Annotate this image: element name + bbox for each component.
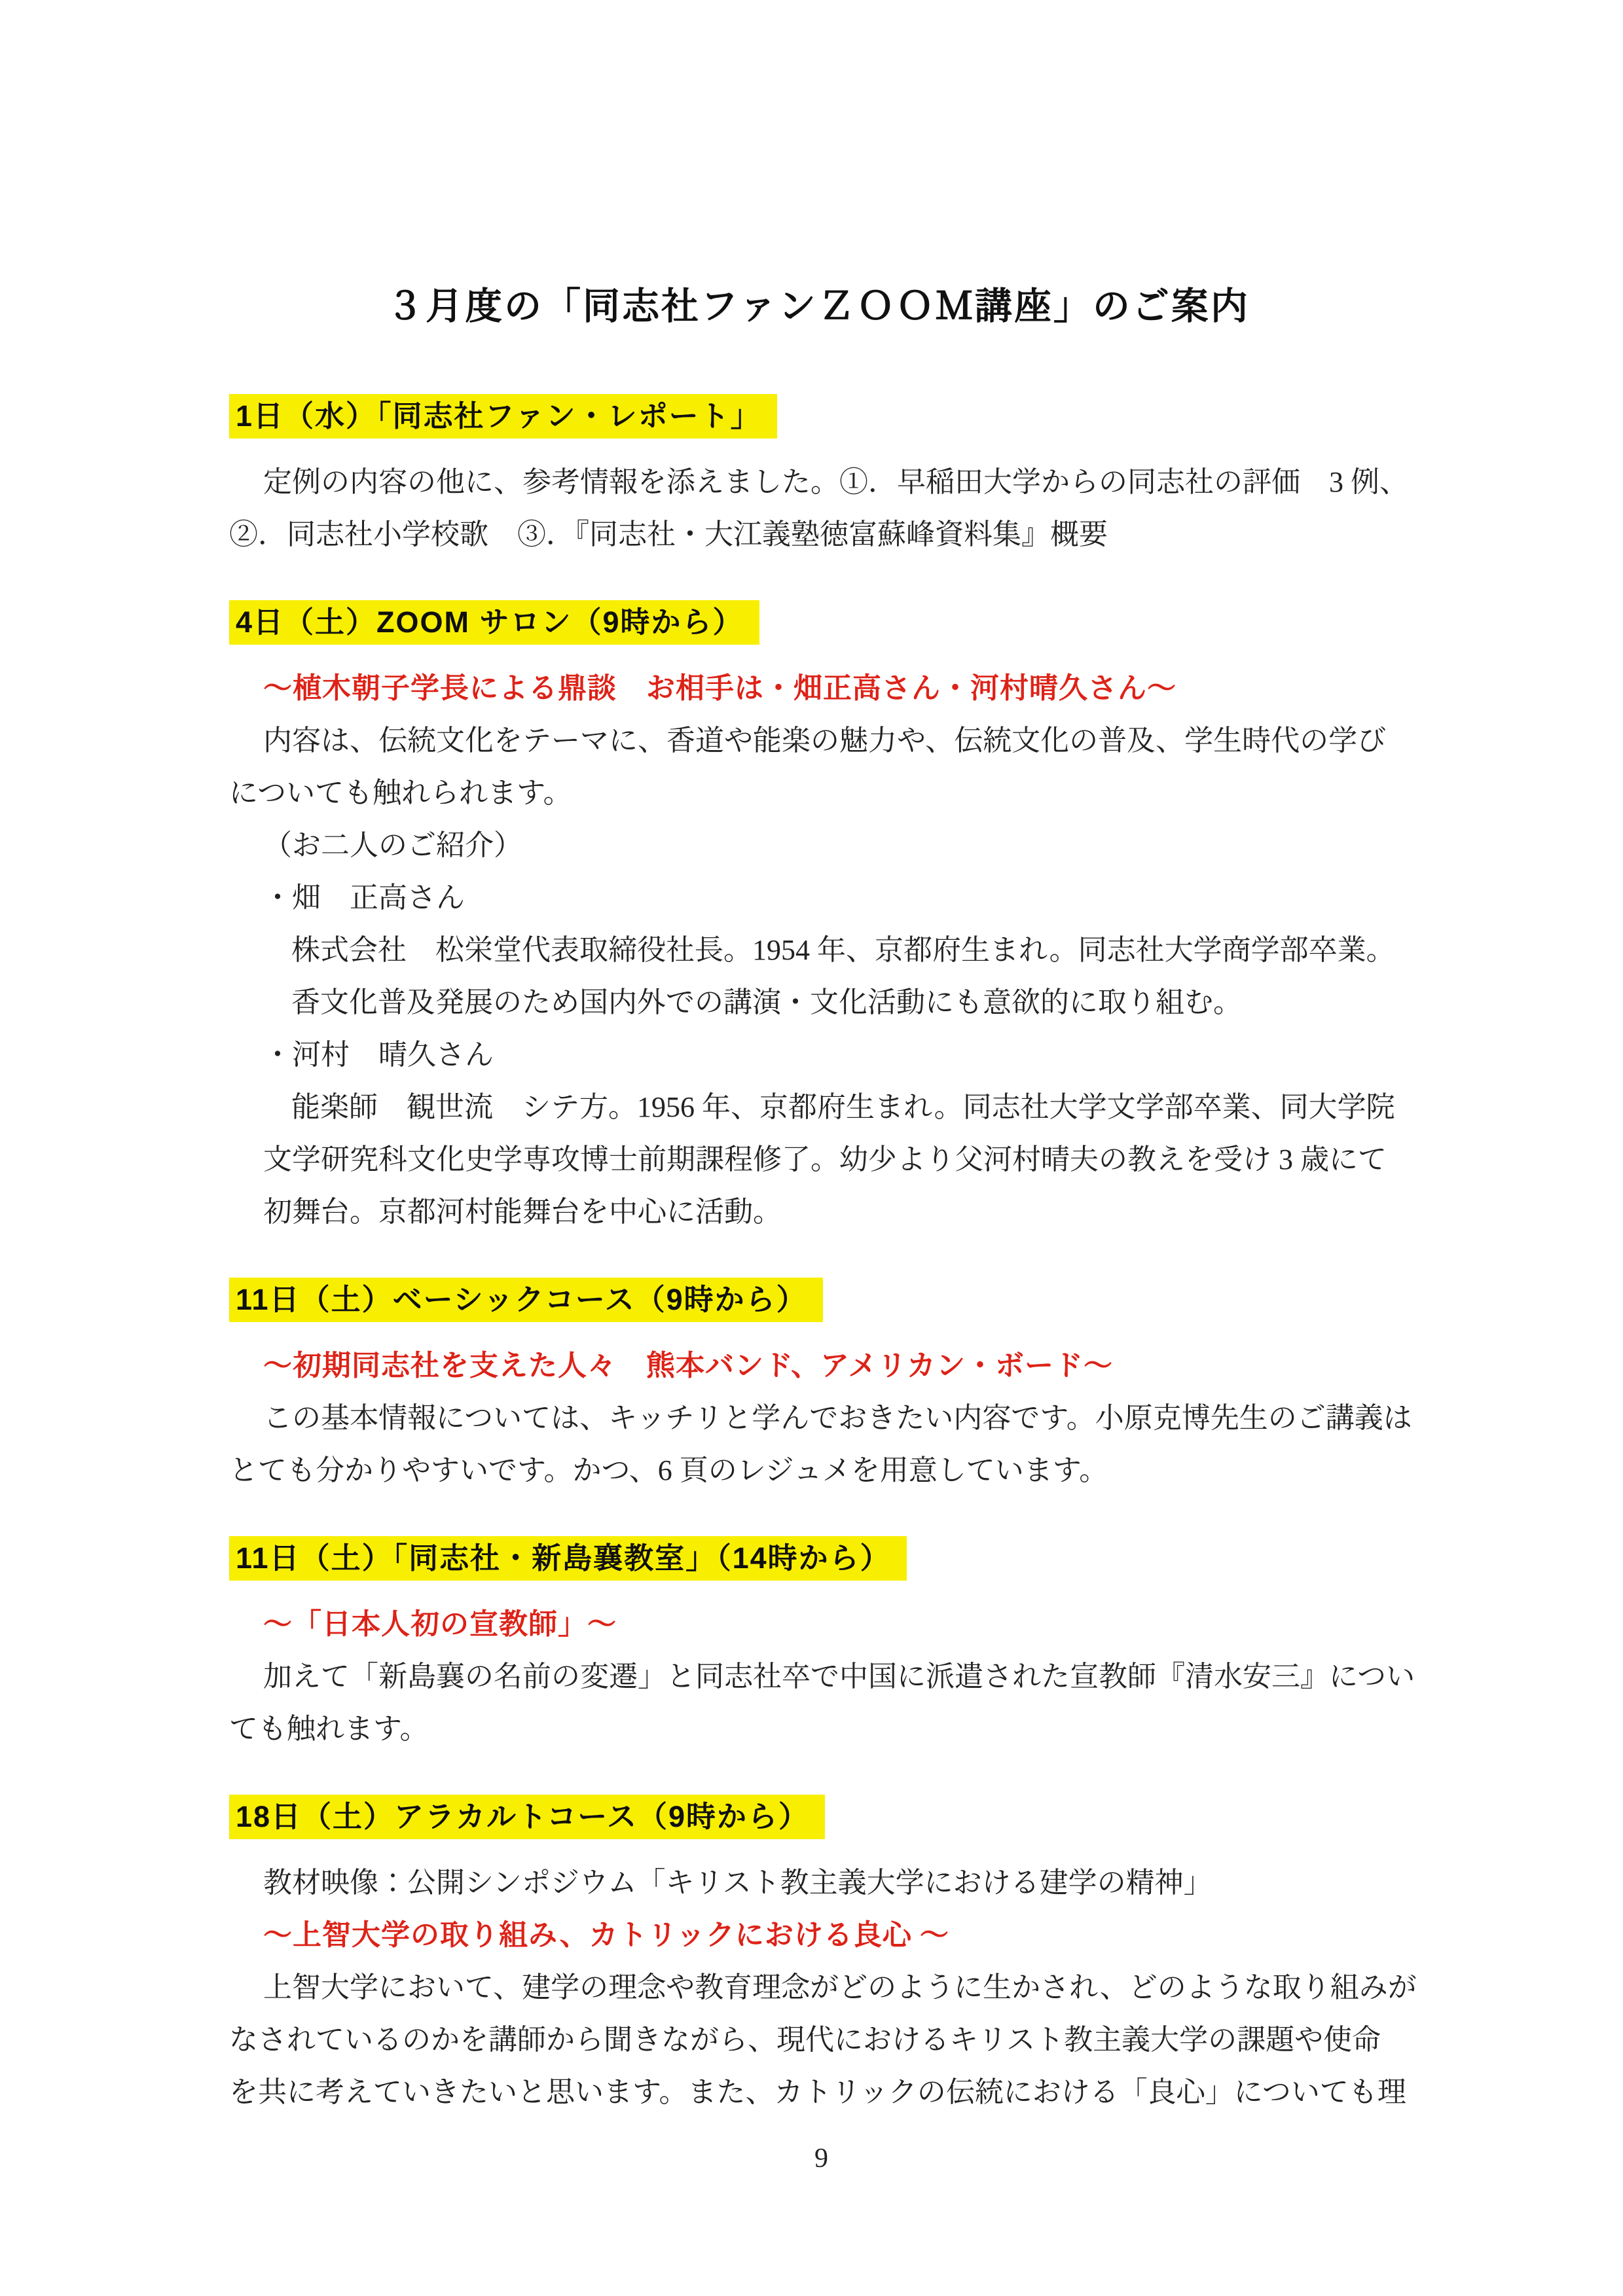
body-line: 内容は、伝統文化をテーマに、香道や能楽の魅力や、伝統文化の普及、学生時代の学び [263, 725, 1387, 757]
section-march-11-basic [229, 1278, 1413, 1497]
section-heading-highlight: 18日（土）アラカルトコース（9時から） [229, 1795, 825, 1839]
person-bio-line: 香文化普及発展のため国内外での講演・文化活動にも意欲的に取り組む。 [291, 986, 1242, 1018]
body-line: 定例の内容の他に、参考情報を添えました。①．早稲田大学からの同志社の評価 3 例、 [263, 466, 1408, 498]
section-heading-row [229, 1536, 1413, 1588]
section-march-4 [229, 600, 1413, 1238]
body-line: とても分かりやすいです。かつ、6 頁のレジュメを用意しています。 [229, 1454, 1108, 1486]
subtitle-line: ～上智大学の取り組み、カトリックにおける良心 ～ [263, 1919, 949, 1951]
subtitle-line: ～「日本人初の宣教師」～ [263, 1608, 617, 1640]
section-march-11-neesima [229, 1536, 1413, 1755]
body-line: 教材映像：公開シンポジウム「キリスト教主義大学における建学の精神」 [263, 1867, 1213, 1899]
body-line: ても触れます。 [229, 1713, 429, 1745]
body-line: についても触れられます。 [229, 777, 572, 809]
person-bio-line: 株式会社 松栄堂代表取締役社長。1954 年、京都府生まれ。同志社大学商学部卒業。 [291, 934, 1395, 966]
subtitle-line: ～植木朝子学長による鼎談 お相手は・畑正高さん・河村晴久さん～ [263, 672, 1176, 704]
page-title: ３月度の「同志社ファンＺＯＯＭ講座」のご案内 [386, 285, 1250, 327]
section-heading-row [229, 394, 1413, 446]
body-line: を共に考えていきたいと思います。また、カトリックの伝統における「良心」についても理 [229, 2076, 1406, 2108]
section-heading-highlight: 4日（土）ZOOM サロン（9時から） [229, 600, 759, 645]
section-heading-highlight: 11日（土）「同志社・新島襄教室」（14時から） [229, 1536, 907, 1581]
person-bio-line: 能楽師 観世流 シテ方。1956 年、京都府生まれ。同志社大学文学部卒業、同大学院 [291, 1091, 1395, 1123]
body-line: ②．同志社小学校歌 ③．『同志社・大江義塾徳富蘇峰資料集』概要 [229, 518, 1108, 550]
person-bio-line: 初舞台。京都河村能舞台を中心に活動。 [263, 1196, 782, 1228]
section-heading-row [229, 1795, 1413, 1846]
person-bio-line: 文学研究科文化史学専攻博士前期課程修了。幼少より父河村晴夫の教えを受け 3 歳にて [263, 1143, 1387, 1175]
section-heading-highlight: 1日（水）「同志社ファン・レポート」 [229, 394, 777, 439]
intro-label: （お二人のご紹介） [263, 829, 522, 861]
person-name-line: ・河村 晴久さん [263, 1039, 494, 1071]
section-heading-row [229, 600, 1413, 652]
person-name-line: ・畑 正高さん [263, 882, 465, 914]
section-march-18 [229, 1795, 1417, 2119]
subtitle-line: ～初期同志社を支えた人々 熊本バンド、アメリカン・ボード～ [263, 1350, 1113, 1382]
section-march-1 [229, 394, 1413, 561]
section-heading-row [229, 1278, 1413, 1329]
body-line: この基本情報については、キッチリと学んでおきたい内容です。小原克博先生のご講義は [263, 1402, 1412, 1434]
body-line: なされているのかを講師から聞きながら、現代におけるキリスト教主義大学の課題や使命 [229, 2024, 1381, 2056]
body-line: 加えて「新島襄の名前の変遷」と同志社卒で中国に派遣された宣教師『清水安三』につい [263, 1660, 1415, 1693]
page-number: 9 [814, 2144, 828, 2174]
body-line: 上智大学において、建学の理念や教育理念がどのように生かされ、どのような取り組みが [263, 1971, 1417, 2003]
section-heading-highlight: 11日（土）ベーシックコース（9時から） [229, 1278, 823, 1322]
